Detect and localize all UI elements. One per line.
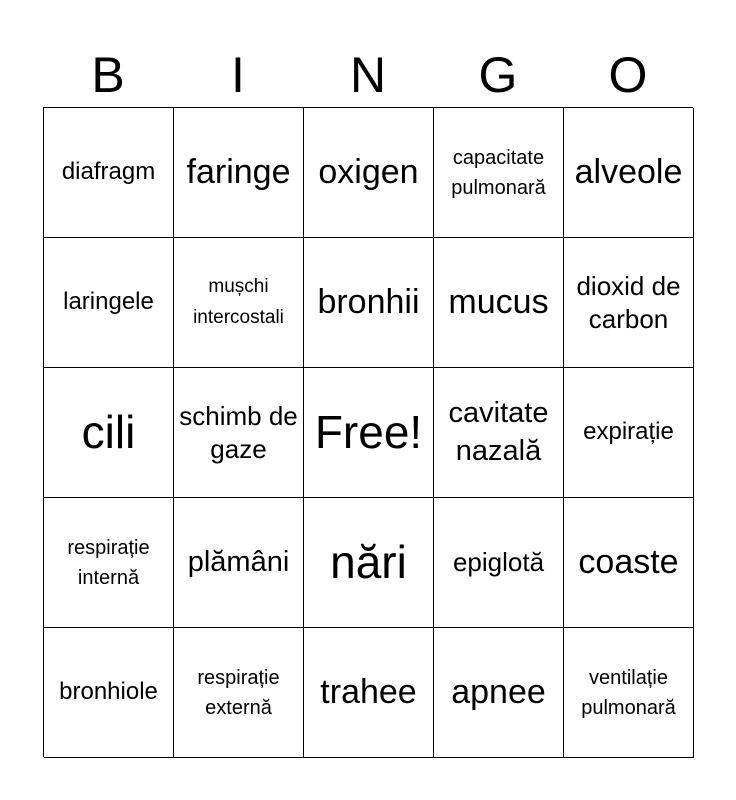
bingo-cell[interactable]: plămâni	[174, 498, 304, 628]
bingo-cell[interactable]: capacitate pulmonară	[434, 108, 564, 238]
bingo-cell[interactable]: schimb de gaze	[174, 368, 304, 498]
bingo-cell[interactable]: cili	[44, 368, 174, 498]
bingo-cell[interactable]: laringele	[44, 238, 174, 368]
header-letter-n: N	[349, 47, 387, 103]
bingo-cell[interactable]: trahee	[304, 628, 434, 758]
header-letter-o: O	[608, 47, 648, 103]
header-letter-g: G	[478, 47, 518, 103]
bingo-cell[interactable]: oxigen	[304, 108, 434, 238]
bingo-cell[interactable]: nări	[304, 498, 434, 628]
bingo-cell[interactable]: coaste	[564, 498, 694, 628]
bingo-cell[interactable]: expirație	[564, 368, 694, 498]
bingo-cell[interactable]: diafragm	[44, 108, 174, 238]
bingo-cell[interactable]: mușchi intercostali	[174, 238, 304, 368]
bingo-cell[interactable]: cavitate nazală	[434, 368, 564, 498]
bingo-board	[43, 107, 693, 757]
bingo-cell[interactable]: alveole	[564, 108, 694, 238]
bingo-cell[interactable]: ventilație pulmonară	[564, 628, 694, 758]
bingo-cell[interactable]: mucus	[434, 238, 564, 368]
bingo-cell[interactable]: dioxid de carbon	[564, 238, 694, 368]
header-letter-b: B	[91, 47, 125, 103]
bingo-cell[interactable]: faringe	[174, 108, 304, 238]
bingo-cell[interactable]: bronhii	[304, 238, 434, 368]
bingo-cell[interactable]: respirație externă	[174, 628, 304, 758]
bingo-cell[interactable]: epiglotă	[434, 498, 564, 628]
bingo-cell[interactable]: bronhiole	[44, 628, 174, 758]
header-letter-i: I	[231, 47, 245, 103]
free-space-cell[interactable]: Free!	[304, 368, 434, 498]
bingo-header	[43, 44, 693, 106]
bingo-cell[interactable]: respirație internă	[44, 498, 174, 628]
bingo-cell[interactable]: apnee	[434, 628, 564, 758]
